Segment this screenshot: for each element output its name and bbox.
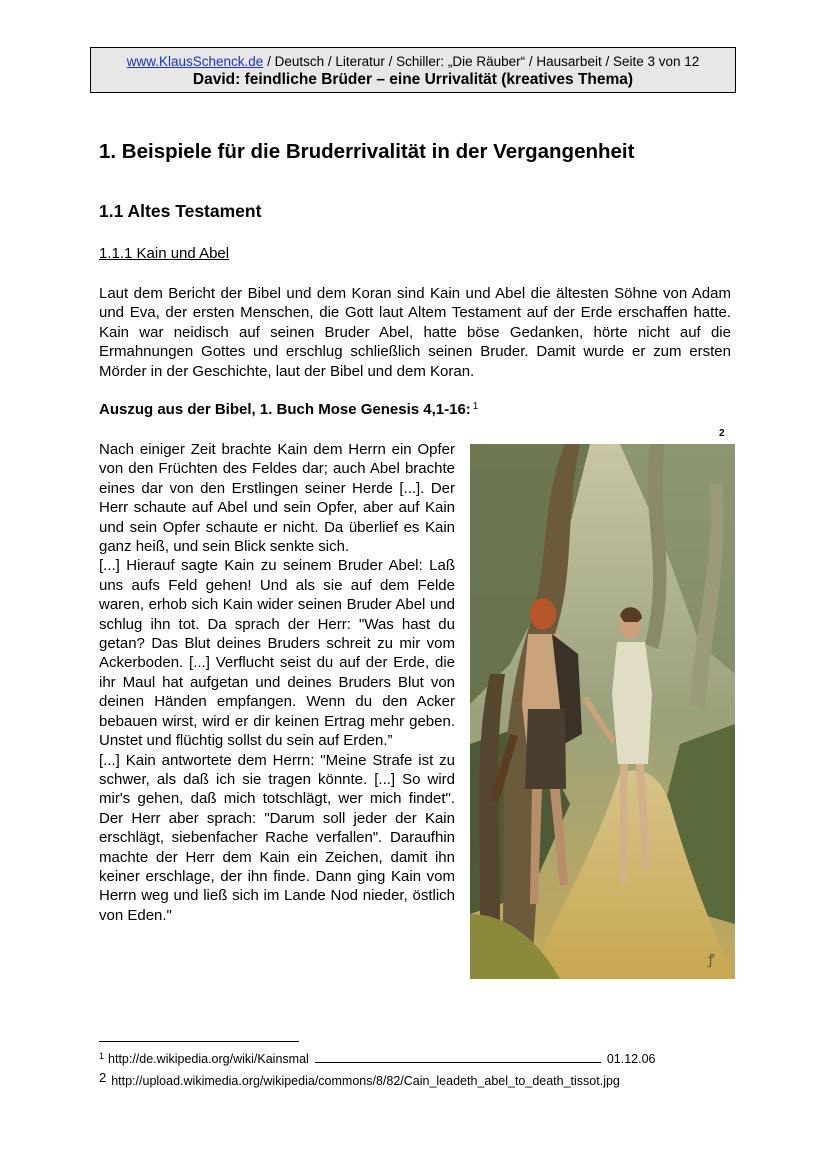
footnote-divider [99,1041,299,1042]
footnote-1 [99,1051,655,1066]
figure-number: 2 [719,428,725,439]
header-breadcrumb: / Deutsch / Literatur / Schiller: „Die Räuber“ / Hausarbeit / Seite 3 von 12 [263,54,700,69]
header-title: David: feindliche Brüder – eine Urrivalität (kreatives Thema) [192,71,634,88]
bible-excerpt [99,440,455,925]
footnote-date: 01.12.06 [606,1052,656,1066]
painting-cain-abel-icon [470,444,735,979]
footnote-blank-line [315,1052,601,1063]
excerpt-title-text: Auszug aus der Bibel, 1. Buch Mose Genesis 4,1-16: [99,401,471,418]
intro-paragraph: Laut dem Bericht der Bibel und dem Koran sind Kain und Abel die ältesten Söhne von Adam und Eva, der ersten Menschen, die Gott laut Altem Testament auf der Erde erschaffen hatte. Kain war neidisch auf seinen Bruder Abel, hatte böse Gedanken, hörte nicht auf die Ermahnungen Gottes und erschlug schließlich seinen Bruder. Damit wurde er zum ersten Mörder in der Geschichte, laut der Bibel und dem Koran. [99,285,731,380]
excerpt-title [99,401,478,418]
site-link[interactable]: www.KlausSchenck.de [126,54,264,69]
excerpt-paragraph: [...] Hierauf sagte Kain zu seinem Bruder Abel: Laß uns aufs Feld gehen! Und als sie auf dem Felde waren, erhob sich Kain wider seinen Bruder Abel und schlug ihn tot. Da sprach der Herr: "Was hast du getan? Das Blut deines Bruders schreit zu mir vom Ackerboden. [...] Verflucht seist du auf der Erde, die ihr Maul hat aufgetan und deines Bruders Blut von deinen Händen empfangen. Wenn du den Acker bebauen wirst, wird er dir keinen Ertrag mehr geben. Unstet und flüchtig sollst du sein auf Erden.” [99,557,455,750]
header-breadcrumb-line [91,53,735,70]
page-header [90,47,736,93]
footnote-link[interactable]: http://upload.wikimedia.org/wikipedia/commons/8/82/Cain_leadeth_abel_to_death_tissot.jpg [111,1074,620,1088]
footnote-mark: 2 [99,1070,107,1085]
section-heading: 1. Beispiele für die Bruderrivalität in der Vergangenheit [99,140,635,163]
excerpt-paragraph: Nach einiger Zeit brachte Kain dem Herrn ein Opfer von den Früchten des Feldes dar; auch Abel brachte eines dar von den Erstlingen seiner Herde [...]. Der Herr schaute auf Abel und sein Opfer, aber auf Kain und sein Opfer schaute er nicht. Da überlief es Kain ganz heiß, und sein Blick senkte sich. [99,441,455,556]
footnote-link[interactable]: http://de.wikipedia.org/wiki/Kainsmal [108,1052,309,1066]
footnote-ref-1[interactable]: 1 [472,401,479,412]
footnote-mark: 1 [99,1051,105,1061]
subsubsection-heading: 1.1.1 Kain und Abel [99,245,230,262]
excerpt-paragraph: [...] Kain antwortete dem Herrn: "Meine Strafe ist zu schwer, als daß ich sie tragen könnte. [...] So wird mir's gehen, daß mich totschlägt, wer mich findet". Der Herr aber sprach: "Darum soll jeder der Kain erschlägt, siebenfacher Rache verfallen". Daraufhin machte der Herr dem Kain ein Zeichen, damit ihn keiner erschlage, der ihn finde. Dann ging Kain vom Herrn weg und ließ sich im Lande Nod nieder, östlich von Eden." [99,751,455,924]
footnote-2 [99,1070,620,1088]
subsection-heading: 1.1 Altes Testament [99,201,262,221]
svg-text:ꝭ: ꝭ [708,953,715,968]
